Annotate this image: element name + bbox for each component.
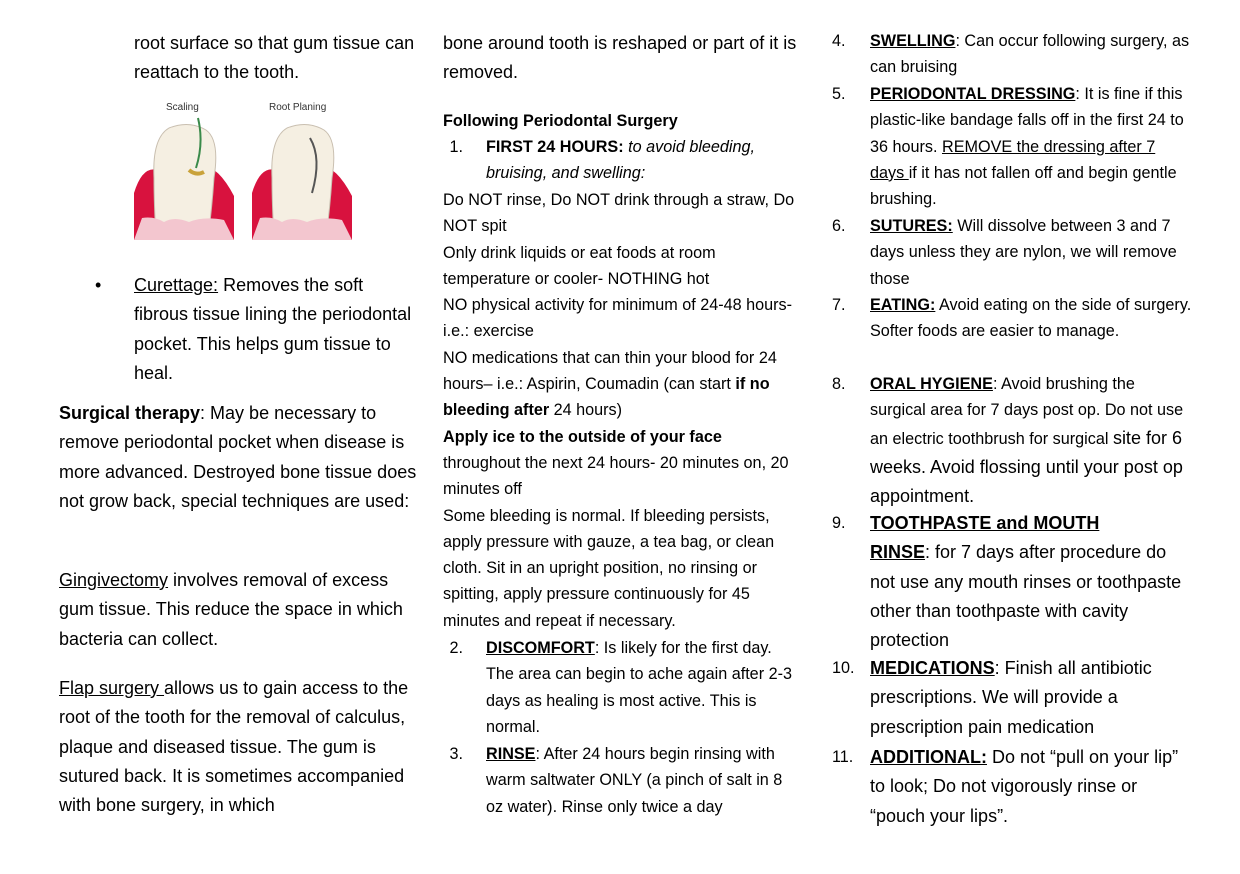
list-item-title: SWELLING xyxy=(870,32,956,50)
bullet-icon: • xyxy=(95,275,102,295)
list-item-title: SUTURES: xyxy=(870,217,953,235)
list-item-subtitle: to avoid bleeding, bruising, and swelling: xyxy=(486,138,756,183)
list-item-text: : Is likely for the first day. The area can begin to ache again after 2-3 days as healing is most active. This is normal. xyxy=(486,639,792,736)
list-item-underlined-text: REMOVE the dressing after 7 days xyxy=(870,137,1156,182)
list-number: 11. xyxy=(832,748,854,766)
section-heading: Following Periodontal Surgery xyxy=(443,112,678,130)
list-number: 1. xyxy=(449,138,463,156)
list-item-text: Will dissolve between 3 and 7 days unless they are nylon, we will remove those xyxy=(870,217,1177,288)
list-item-title: FIRST 24 HOURS: xyxy=(486,138,624,156)
intro-text-continued: bone around tooth is reshaped or part of it is removed. xyxy=(443,33,797,83)
list-item-title-continued: RINSE xyxy=(870,542,926,563)
list-item-text: : After 24 hours begin rinsing with warm saltwater ONLY (a pinch of salt in 8 oz water). Rinse only twice a day xyxy=(486,745,783,816)
list-item-rinse xyxy=(443,741,803,820)
list-item-medications xyxy=(832,654,1192,742)
list-item-toothpaste-rinse xyxy=(832,509,1192,655)
list-item-title: TOOTHPASTE and MOUTH xyxy=(870,513,1100,533)
list-item-title: DISCOMFORT xyxy=(486,639,595,657)
instruction-apply-ice: Apply ice to the outside of your face throughout the next 24 hours- 20 minutes on, 20 minutes off xyxy=(443,427,789,499)
list-item-swelling xyxy=(832,28,1192,81)
intro-text: root surface so that gum tissue can reattach to the tooth. xyxy=(134,33,415,83)
list-number: 6. xyxy=(832,217,846,235)
list-item-periodontal-dressing xyxy=(832,81,1192,212)
flap-surgery-description: allows us to gain access to the root of the tooth for the removal of calculus, plaque and diseased tissue. The gum is sutured back. It is sometimes accompanied with bone surgery, in which xyxy=(59,678,409,816)
list-item-oral-hygiene xyxy=(832,371,1192,511)
list-number: 4. xyxy=(832,32,846,50)
list-item-title: RINSE xyxy=(486,745,536,763)
gingivectomy-description: involves removal of excess gum tissue. This reduce the space in which bacteria can collect. xyxy=(59,570,403,649)
list-item-title: MEDICATIONS xyxy=(870,658,995,678)
instruction-medications: NO medications that can thin your blood for 24 hours– i.e.: Aspirin, Coumadin (can start if no bleeding after 24 hours) xyxy=(443,348,777,420)
surgical-therapy-term: Surgical therapy xyxy=(59,403,201,423)
list-item-additional xyxy=(832,743,1192,831)
tooth-scaling-illustration xyxy=(134,118,234,240)
list-number: 3. xyxy=(449,745,463,763)
curettage-text xyxy=(134,271,419,388)
list-number: 2. xyxy=(449,639,463,657)
list-number: 10. xyxy=(832,659,855,677)
list-item-tail: if it has not fallen off and begin gentle brushing. xyxy=(870,163,1177,209)
list-item-text: : Can occur following surgery, as can bruising xyxy=(870,32,1190,77)
list-item-title: ORAL HYGIENE xyxy=(870,375,993,393)
list-item-text-large: site for 6 weeks. Avoid flossing until your post op appointment. xyxy=(870,427,1183,507)
list-item-title: PERIODONTAL DRESSING xyxy=(870,85,1076,103)
list-item-eating xyxy=(832,292,1192,345)
instruction-bleeding: Some bleeding is normal. If bleeding persists, apply pressure with gauze, a tea bag, or clean cloth. Sit in an upright position, no rinsing or spitting, apply pressure continuously for 45 minutes and repeat if necessary. xyxy=(443,506,775,630)
curettage-term: Curettage: xyxy=(134,275,219,295)
instruction-room-temperature: Only drink liquids or eat foods at room temperature or cooler- NOTHING hot xyxy=(443,243,716,288)
list-number: 9. xyxy=(832,514,846,532)
figure-label-scaling: Scaling xyxy=(166,102,199,113)
curettage-description: Removes the soft fibrous tissue lining the periodontal pocket. This helps gum tissue to heal. xyxy=(134,275,412,383)
list-item-text: Avoid eating on the side of surgery. Softer foods are easier to manage. xyxy=(870,296,1192,341)
list-item-text: : for 7 days after procedure do not use any mouth rinses or toothpaste other than toothpaste with cavity protection xyxy=(870,542,1182,651)
gingivectomy-paragraph xyxy=(59,566,419,654)
list-item-text: : Finish all antibiotic prescriptions. We will provide a prescription pain medication xyxy=(870,658,1152,737)
tooth-root-planing-illustration xyxy=(252,124,352,240)
list-number: 7. xyxy=(832,296,846,314)
scaling-root-planing-figure xyxy=(134,98,354,240)
gingivectomy-term: Gingivectomy xyxy=(59,570,169,590)
list-item-text: Do not “pull on your lip” to look; Do not vigorously rinse or “pouch your lips”. xyxy=(870,747,1179,826)
list-item-title: EATING: xyxy=(870,296,936,314)
first-24-hours-instructions xyxy=(443,187,803,634)
flap-surgery-term: Flap surgery xyxy=(59,678,165,698)
list-item-title: ADDITIONAL: xyxy=(870,747,987,767)
list-item-discomfort xyxy=(443,635,803,740)
figure-label-root-planing: Root Planing xyxy=(269,102,327,113)
list-item-text: : It is fine if this plastic-like bandage falls off in the first 24 to 36 hours. xyxy=(870,85,1184,156)
instruction-no-rinse: Do NOT rinse, Do NOT drink through a straw, Do NOT spit xyxy=(443,191,795,236)
list-number: 8. xyxy=(832,375,846,393)
surgical-therapy-description: : May be necessary to remove periodontal pocket when disease is more advanced. Destroyed bone tissue does not grow back, special techniques are used: xyxy=(59,403,417,511)
list-item-sutures xyxy=(832,213,1192,292)
flap-surgery-paragraph xyxy=(59,674,419,820)
surgical-therapy-paragraph xyxy=(59,399,419,516)
list-item-text: : Avoid brushing the surgical area for 7 days post op. Do not use an electric toothbrush for surgical xyxy=(870,375,1184,448)
list-number: 5. xyxy=(832,85,846,103)
list-item-first-24-hours xyxy=(443,134,803,187)
instruction-no-activity: NO physical activity for minimum of 24-48 hours- i.e.: exercise xyxy=(443,296,793,341)
